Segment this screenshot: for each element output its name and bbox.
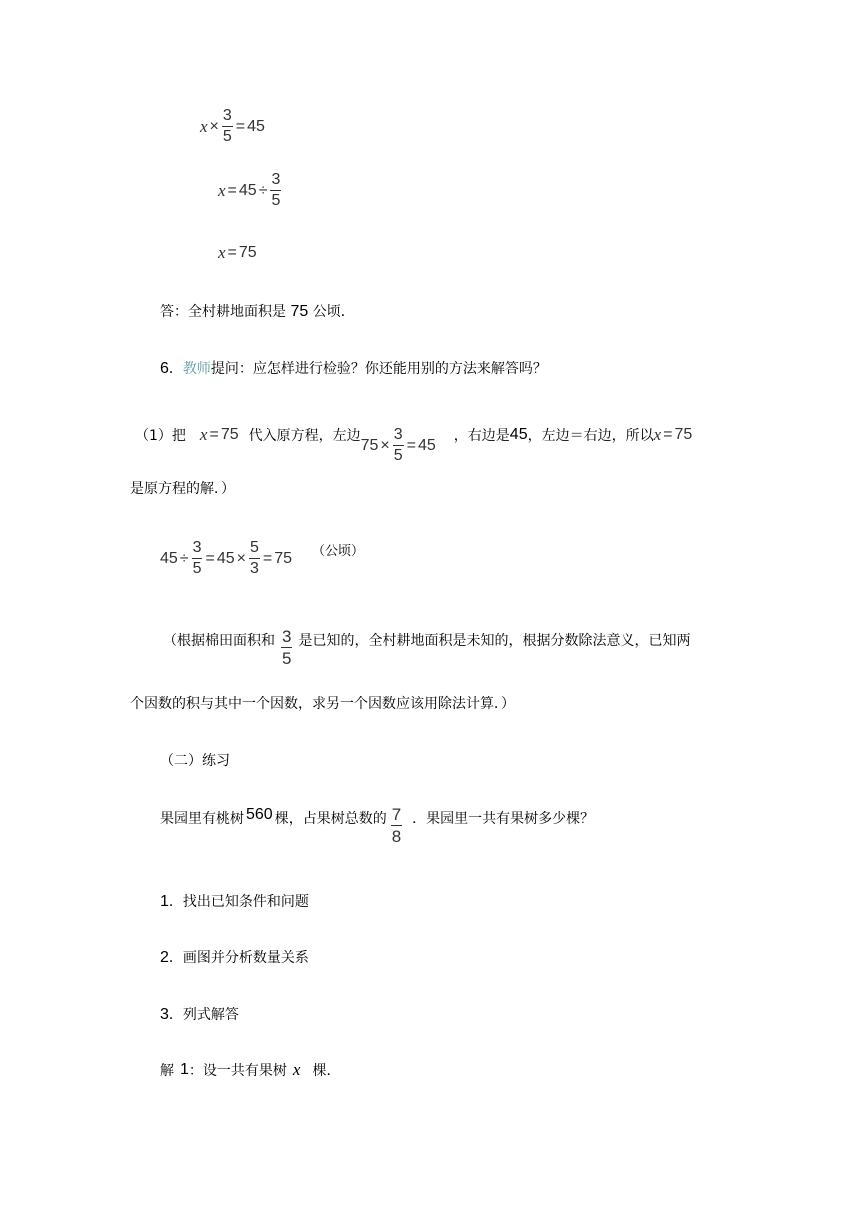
- question-text: 提问：应怎样进行检验？你还能用别的方法来解答吗？: [210, 361, 547, 377]
- equals-sign: =: [406, 436, 416, 454]
- solution-pre: 解: [160, 1063, 174, 1079]
- step-text: 画图并分析数量关系: [182, 950, 309, 966]
- problem-count: 560: [246, 806, 273, 823]
- check-right-2: ，左边＝右边，所以: [527, 427, 654, 444]
- numerator: 3: [222, 107, 232, 124]
- fraction: [222, 108, 233, 145]
- numerator: 3: [271, 171, 281, 188]
- numerator: 3: [282, 627, 292, 646]
- variable-x: x: [218, 243, 226, 262]
- times-sign: ×: [236, 549, 246, 567]
- step-number: 1: [160, 893, 169, 910]
- problem-line: [160, 806, 594, 845]
- numerator: 3: [192, 539, 202, 556]
- solution-post: 棵．: [312, 1063, 341, 1079]
- reason-pre: （根据棉田面积和: [163, 633, 275, 649]
- step-2: [160, 947, 309, 967]
- equals-sign: =: [227, 244, 237, 261]
- operand: 45: [160, 549, 178, 567]
- result: 45: [418, 436, 436, 454]
- method-2-unit: （公顷）: [312, 544, 365, 559]
- denominator: 5: [222, 128, 232, 145]
- check-eq-x-2: [654, 425, 693, 445]
- answer-prefix: 答：全村耕地面积是: [160, 304, 286, 320]
- equals-sign: =: [235, 117, 246, 135]
- equals-sign: =: [663, 425, 673, 443]
- problem-pre: 果园里有桃树: [160, 811, 244, 827]
- step-dot: ．: [168, 894, 183, 910]
- step-dot: ．: [168, 950, 183, 966]
- answer-value: 75: [290, 303, 309, 320]
- fraction: [192, 540, 203, 577]
- numerator: 3: [393, 426, 403, 443]
- equals-sign: =: [209, 425, 219, 443]
- operand: 45: [238, 181, 257, 199]
- check-line: [135, 405, 692, 464]
- solution-number: 1: [180, 1061, 189, 1078]
- equation-3: [218, 243, 257, 263]
- divide-sign: ÷: [258, 181, 268, 199]
- step-dot: ．: [168, 1007, 183, 1023]
- denominator: 5: [271, 192, 281, 209]
- fraction: [270, 172, 281, 209]
- check-line-2: 是原方程的解．）: [130, 481, 235, 497]
- check-lhs: [361, 427, 436, 464]
- denominator: 5: [393, 447, 403, 464]
- operand: 75: [360, 436, 379, 454]
- equation-1: [200, 108, 265, 145]
- step-1: [160, 891, 309, 911]
- denominator: 5: [192, 560, 202, 577]
- equation-2: [218, 172, 282, 209]
- step-text: 列式解答: [182, 1007, 239, 1023]
- fraction: [281, 628, 292, 667]
- step-number: 3: [160, 1006, 169, 1023]
- check-right: ，右边是: [453, 427, 510, 444]
- problem-post: ．果园里一共有果树多少棵？: [412, 811, 595, 827]
- answer-suffix: 公顷．: [312, 304, 355, 320]
- variable-x: x: [292, 1060, 301, 1079]
- variable-x: x: [200, 116, 208, 136]
- times-sign: ×: [380, 436, 390, 454]
- fraction: [391, 806, 402, 845]
- variable-x: x: [199, 424, 208, 444]
- times-sign: ×: [209, 117, 219, 135]
- reason-line: [163, 628, 690, 667]
- problem-mid: 棵，占果树总数的: [274, 811, 387, 827]
- check-mid: 代入原方程，左边: [248, 427, 361, 444]
- variable-x: x: [653, 424, 662, 444]
- answer-line: [160, 301, 355, 321]
- fraction: [249, 540, 260, 577]
- reason-line-2: 个因数的积与其中一个因数，求另一个因数应该用除法计算．）: [130, 696, 515, 712]
- result: 45: [247, 117, 265, 135]
- denominator: 3: [249, 560, 259, 577]
- equals-sign: =: [227, 181, 237, 199]
- question-number: 6: [160, 360, 169, 377]
- result: 75: [238, 244, 257, 261]
- numerator: 7: [391, 805, 402, 824]
- step-3: [160, 1004, 239, 1024]
- value: 75: [674, 425, 693, 443]
- operand: 45: [216, 549, 235, 567]
- fraction: [393, 427, 404, 464]
- check-open: （1）把: [135, 427, 186, 444]
- numerator: 5: [249, 539, 259, 556]
- result: 75: [274, 549, 293, 567]
- question-6: [160, 358, 547, 378]
- step-text: 找出已知条件和问题: [182, 894, 309, 910]
- equals-sign: =: [205, 549, 215, 567]
- equals-sign: =: [262, 549, 273, 567]
- step-number: 2: [160, 949, 169, 966]
- solution-line: [160, 1060, 340, 1080]
- divide-sign: ÷: [179, 549, 189, 567]
- method-2-equation: [160, 540, 292, 577]
- value: 75: [220, 425, 239, 443]
- solution-mid: ：设一共有果树: [188, 1063, 287, 1079]
- denominator: 5: [282, 649, 292, 668]
- variable-x: x: [218, 180, 226, 200]
- reason-post: 是已知的，全村耕地面积是未知的，根据分数除法意义，已知两: [298, 633, 691, 649]
- check-eq-x: [200, 425, 239, 445]
- question-dot: ．: [168, 361, 183, 377]
- right-value: 45: [509, 425, 528, 443]
- denominator: 8: [391, 827, 402, 846]
- practice-heading: （二）练习: [160, 753, 230, 769]
- teacher-label: 教师: [182, 361, 211, 377]
